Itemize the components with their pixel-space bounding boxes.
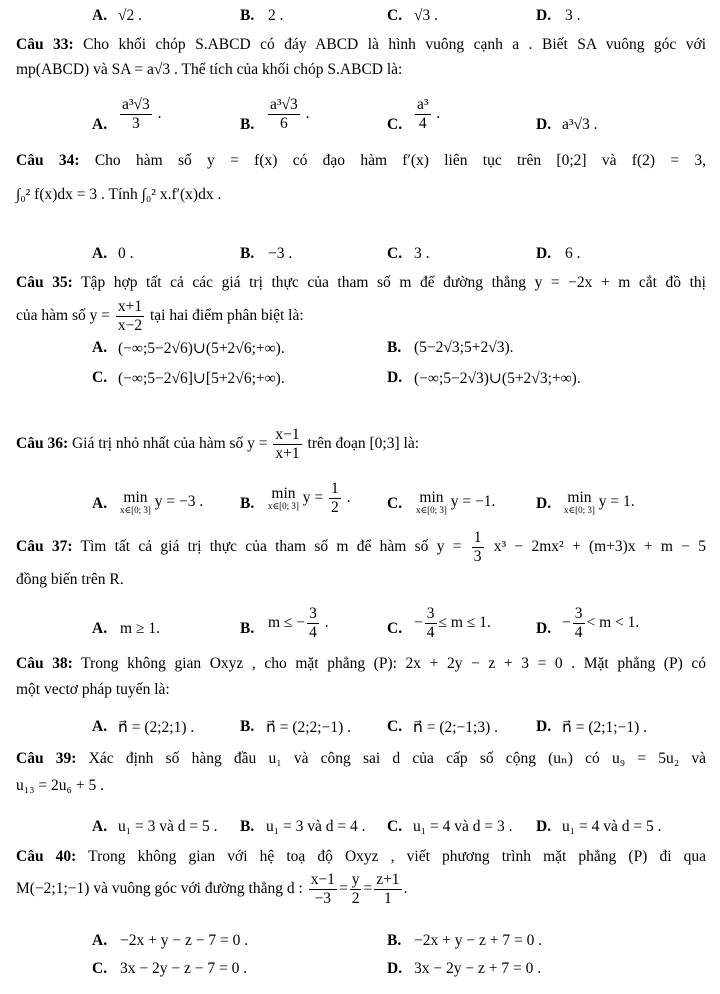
q39-option-a-label: A. bbox=[92, 818, 108, 835]
q35-fraction: $\frac{x+1}{x-2}$ bbox=[117, 298, 143, 334]
q38-text-line2: một vectơ pháp tuyến là: bbox=[16, 681, 170, 698]
q40-text-line1: Trong không gian với hệ toạ độ Oxyz , viết phương trình mặt phẳng (P) đi qua bbox=[88, 848, 706, 865]
q38-number: Câu 38: bbox=[16, 655, 73, 672]
q35-option-b-text: (5−2√3;5+2√3). bbox=[414, 339, 514, 356]
q34-option-c-label: C. bbox=[387, 245, 403, 262]
q32-option-b-label: B. bbox=[240, 7, 255, 24]
q36-option-c-label: C. bbox=[387, 495, 403, 512]
q33-option-a-label: A. bbox=[92, 116, 108, 133]
q36-option-a-label: A. bbox=[92, 495, 108, 512]
q35-stem-line2 bbox=[16, 298, 706, 335]
q40-option-d-label: D. bbox=[387, 960, 403, 977]
q39-text-line2: u₁₃ = 2u₆ + 5 . bbox=[16, 777, 104, 794]
q37-text-post: x³ − 2mx² + (m+3)x + m − 5 bbox=[493, 537, 706, 555]
q33-text-line2: mp(ABCD) và SA = a√3 . Thể tích của khối chóp S.ABCD là: bbox=[16, 61, 403, 78]
q37-option-b-label: B. bbox=[240, 620, 255, 637]
q38-option-c-label: C. bbox=[387, 718, 403, 735]
q36-option-c: min x∈[0; 3] y = −1. bbox=[416, 489, 496, 515]
q38-option-a-text: n⃗ = (2;2;1) . bbox=[118, 719, 195, 736]
q39-option-b-label: B. bbox=[240, 818, 255, 835]
q35-text-line1: Tập hợp tất cả các giá trị thực của tham số m để đường thẳng y = −2x + m cắt đồ thị bbox=[81, 274, 706, 291]
q33-option-b-fraction: $\frac{\text{a³√3}}{6}$ bbox=[270, 96, 298, 132]
q34-option-a-text: 0 . bbox=[118, 245, 134, 262]
q35-text-line2-pre: của hàm số y = bbox=[16, 306, 110, 324]
q36-option-b-label: B. bbox=[240, 495, 255, 512]
q37-text-line2: đồng biến trên R. bbox=[16, 571, 124, 588]
q37-option-b: m ≤ − $\frac{3}{4}$ . bbox=[268, 605, 329, 641]
q35-option-b-label: B. bbox=[387, 339, 402, 356]
q32-option-c-label: C. bbox=[387, 7, 403, 24]
q38-option-c-text: n⃗ = (2;−1;3) . bbox=[413, 719, 498, 736]
q39-option-c-text: u₁ = 4 và d = 3 . bbox=[413, 818, 513, 835]
q37-text-pre: Tìm tất cả giá trị thực của tham số m để hàm số y = bbox=[80, 537, 462, 555]
q40-fraction-z: $\frac{z+1}{1}$ bbox=[376, 871, 400, 907]
q36-stem bbox=[16, 426, 706, 463]
q36-option-a: min x∈[0; 3] y = −3 . bbox=[120, 489, 204, 515]
q33-option-d-label: D. bbox=[536, 116, 552, 133]
q40-option-d-text: 3x − 2y − z + 7 = 0 . bbox=[414, 960, 542, 977]
q34-option-d-label: D. bbox=[536, 245, 552, 262]
q33-option-c-label: C. bbox=[387, 116, 403, 133]
q35-text-line2-post: tại hai điểm phân biệt là: bbox=[149, 306, 304, 324]
q39-option-b-text: u₁ = 3 và d = 4 . bbox=[266, 818, 366, 835]
q34-option-c-text: 3 . bbox=[414, 245, 430, 262]
q35-option-c-text: (−∞;5−2√6]∪[5+2√6;+∞). bbox=[118, 370, 285, 387]
q38-option-d-label: D. bbox=[536, 718, 552, 735]
q40-option-c-text: 3x − 2y − z − 7 = 0 . bbox=[120, 960, 248, 977]
q40-number: Câu 40: bbox=[16, 848, 77, 865]
q37-option-d-label: D. bbox=[536, 620, 552, 637]
q39-option-a-text: u₁ = 3 và d = 5 . bbox=[118, 818, 218, 835]
q35-option-a-label: A. bbox=[92, 339, 108, 356]
q34-option-b-text: −3 . bbox=[268, 245, 293, 262]
q37-option-c: − $\frac{3}{4}$ ≤ m ≤ 1. bbox=[414, 605, 491, 641]
q32-option-a-text: √2 . bbox=[118, 7, 143, 24]
q40-stem-line1 bbox=[16, 848, 706, 867]
q34-option-b-label: B. bbox=[240, 245, 255, 262]
q35-number: Câu 35: bbox=[16, 274, 73, 291]
q38-option-b-text: n⃗ = (2;2;−1) . bbox=[266, 719, 351, 736]
q37-stem-line1 bbox=[16, 529, 706, 566]
q32-option-a-label: A. bbox=[92, 7, 108, 24]
q39-text-line1: Xác định số hàng đầu u₁ và công sai d của cấp số cộng (uₙ) có u₉ = 5u₂ và bbox=[88, 750, 707, 767]
q34-option-a-label: A. bbox=[92, 245, 108, 262]
q33-option-a-fraction: $\frac{\text{a³√3}}{3}$ bbox=[122, 96, 150, 132]
q37-fraction: $\frac{1}{3}$ bbox=[473, 529, 482, 565]
q36-number: Câu 36: bbox=[16, 434, 69, 452]
q36-text-post: trên đoạn [0;3] là: bbox=[307, 434, 420, 452]
q38-option-a-label: A. bbox=[92, 718, 108, 735]
q40-option-c-label: C. bbox=[92, 960, 108, 977]
q39-number: Câu 39: bbox=[16, 750, 77, 767]
q36-option-d: min x∈[0; 3] y = 1. bbox=[564, 489, 635, 515]
q36-fraction: $\frac{x-1}{x+1}$ bbox=[275, 426, 300, 462]
q33-option-d-text: a³√3 . bbox=[562, 116, 598, 133]
q37-number: Câu 37: bbox=[16, 537, 73, 555]
q34-text-line2: ∫₀² f(x)dx = 3 . Tính ∫₀² x.f′(x)dx . bbox=[16, 186, 222, 203]
q34-number: Câu 34: bbox=[16, 152, 80, 169]
q39-option-d-text: u₁ = 4 và d = 5 . bbox=[562, 818, 662, 835]
q33-number: Câu 33: bbox=[16, 36, 74, 53]
q35-option-d-text: (−∞;5−2√3)∪(5+2√3;+∞). bbox=[414, 370, 581, 387]
q40-stem-line2: M(−2;1;−1) và vuông góc với đường thẳng d : $\frac{x-1}{-3}$ = $\frac{y}{2}$ = $\frac{z+1}{1}$ . bbox=[16, 871, 408, 907]
q37-option-a-label: A. bbox=[92, 620, 108, 637]
q33-option-c-fraction: $\frac{\text{a³}}{4}$ bbox=[417, 96, 429, 132]
q34-option-d-text: 6 . bbox=[565, 245, 581, 262]
q40-fraction-y: $\frac{y}{2}$ bbox=[351, 871, 360, 907]
q34-stem-line1 bbox=[16, 152, 706, 171]
q33-option-c: $\frac{\text{a³}}{4}$ . bbox=[417, 96, 441, 132]
q38-option-b-label: B. bbox=[240, 718, 255, 735]
q33-text-line1: Cho khối chóp S.ABCD có đáy ABCD là hình vuông cạnh a . Biết SA vuông góc với bbox=[83, 36, 707, 53]
q36-text-pre: Giá trị nhỏ nhất của hàm số y = bbox=[71, 434, 268, 452]
q40-option-a-label: A. bbox=[92, 932, 108, 949]
q33-option-a: $\frac{\text{a³√3}}{3}$ . bbox=[122, 96, 162, 132]
q36-option-d-label: D. bbox=[536, 495, 552, 512]
q36-option-b: min x∈[0; 3] y = $\frac{1}{2}$ . bbox=[268, 480, 351, 516]
q32-option-d-label: D. bbox=[536, 7, 552, 24]
q37-option-d: − $\frac{3}{4}$ < m < 1. bbox=[562, 605, 640, 641]
q35-option-a-text: (−∞;5−2√6)∪(5+2√6;+∞). bbox=[118, 340, 285, 357]
q35-option-d-label: D. bbox=[387, 369, 403, 386]
q40-option-a-text: −2x + y − z − 7 = 0 . bbox=[120, 932, 249, 949]
q39-option-d-label: D. bbox=[536, 818, 552, 835]
q38-text-line1: Trong không gian Oxyz , cho mặt phẳng (P): 2x + 2y − z + 3 = 0 . Mặt phẳng (P) có bbox=[81, 655, 706, 672]
q40-option-b-label: B. bbox=[387, 932, 402, 949]
q33-stem-line1 bbox=[16, 36, 706, 55]
q39-option-c-label: C. bbox=[387, 818, 403, 835]
q35-stem-line1 bbox=[16, 274, 706, 293]
q32-option-c-text: √3 . bbox=[414, 7, 439, 24]
q33-option-b: $\frac{\text{a³√3}}{6}$ . bbox=[270, 96, 310, 132]
q34-text-line1: Cho hàm số y = f(x) có đạo hàm f′(x) liên tục trên [0;2] và f(2) = 3, bbox=[94, 152, 706, 169]
q37-option-a-text: m ≥ 1. bbox=[120, 620, 160, 637]
q37-option-c-label: C. bbox=[387, 620, 403, 637]
q32-option-b-text: 2 . bbox=[268, 7, 284, 24]
q33-option-b-label: B. bbox=[240, 116, 255, 133]
q40-text-line2-pre: M(−2;1;−1) và vuông góc với đường thẳng d : bbox=[16, 879, 303, 897]
q39-stem-line1 bbox=[16, 750, 706, 769]
q38-option-d-text: n⃗ = (2;1;−1) . bbox=[562, 719, 647, 736]
q40-fraction-x: $\frac{x-1}{-3}$ bbox=[310, 871, 335, 907]
q35-option-c-label: C. bbox=[92, 369, 108, 386]
q38-stem-line1 bbox=[16, 655, 706, 674]
q40-option-b-text: −2x + y − z + 7 = 0 . bbox=[414, 932, 543, 949]
q32-option-d-text: 3 . bbox=[565, 7, 581, 24]
